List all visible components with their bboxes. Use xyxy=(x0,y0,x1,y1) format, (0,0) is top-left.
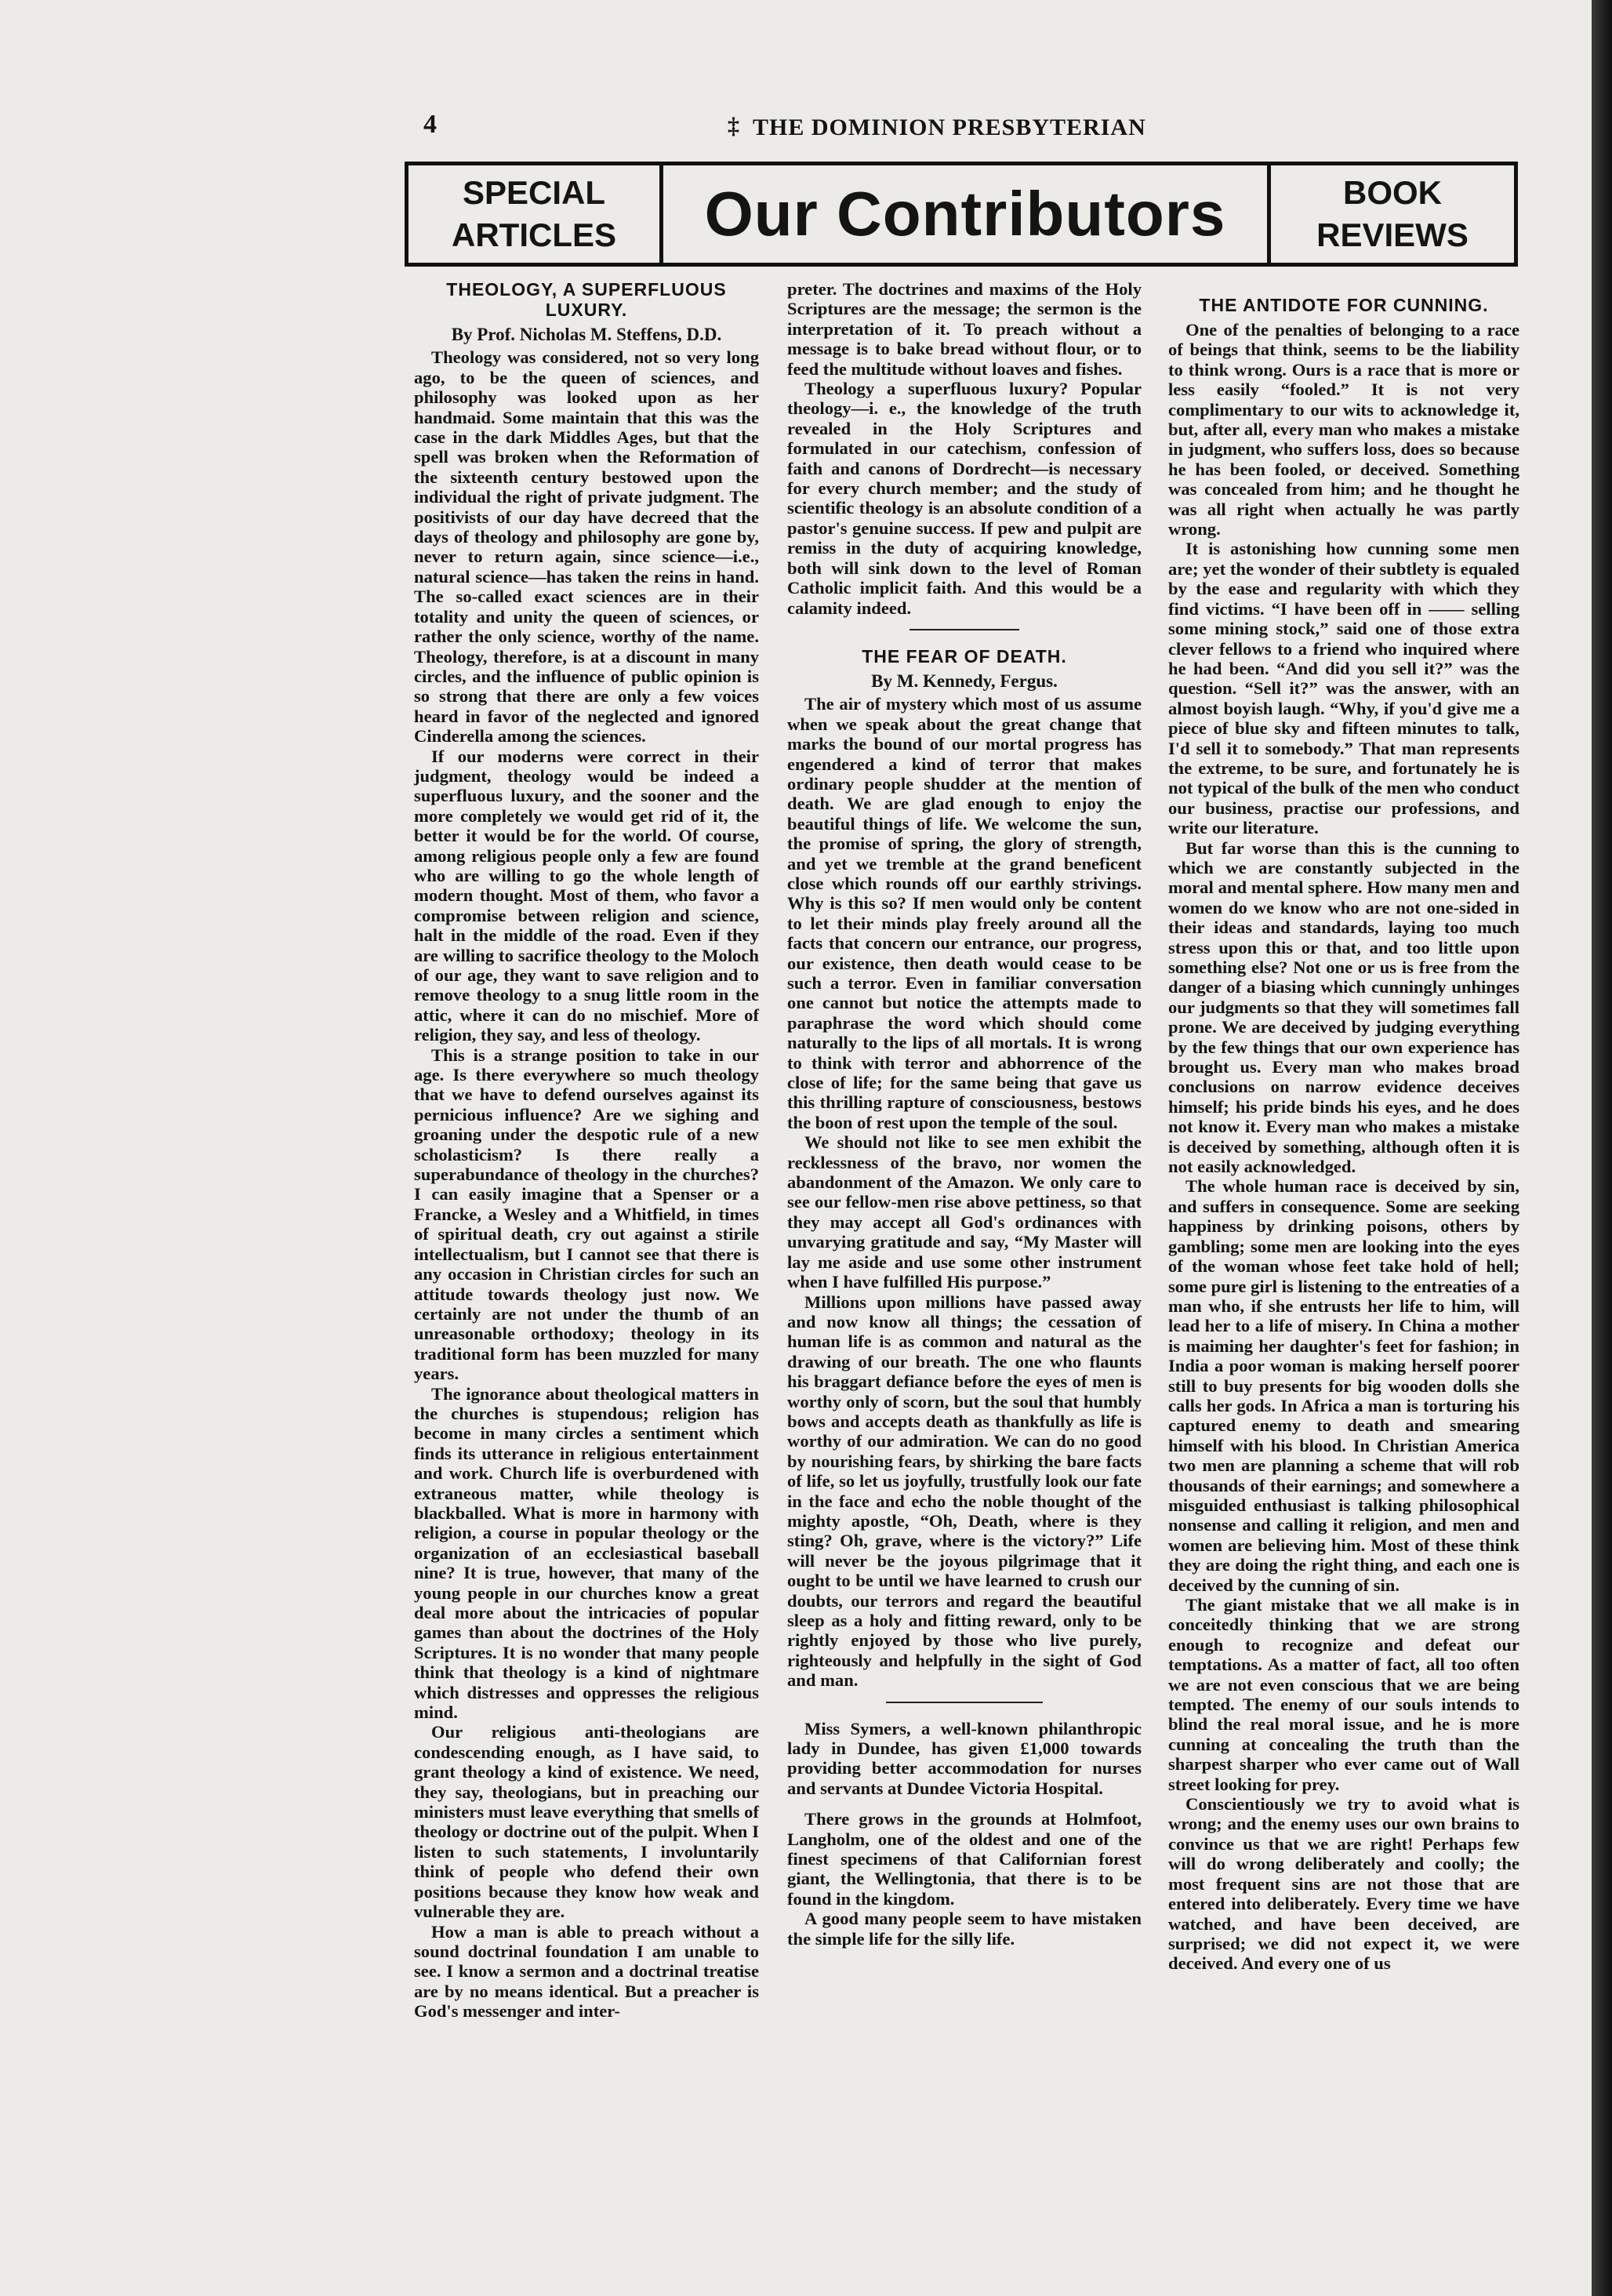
article2-paragraph: We should not like to see men exhibit the recklessness of the bravo, nor women the abandonment of the Amazon. We only care to see our fellow-men rise above pettiness, so that they may accept all God's ordinances with unvarying gratitude and say, “My Master will lay me aside and use some other instrument when I have fulfilled His purpose.” xyxy=(787,1132,1142,1292)
article1-paragraph: This is a strange position to take in our age. Is there everywhere so much theology that we have to defend ourselves against its pernicious influence? Are we sighing and groaning under the despotic rule of a new scholasticism? Is there really a superabundance of theology in the churches? I can easily imagine that a Spenser or a Francke, a Wesley and a Whitfield, in times of spiritual death, cry out against a stirile intellectualism, but I cannot see that there is any occasion in Christian circles for such an attitude towards theology just now. We certainly are not under the thumb of an unreasonable orthodoxy; theology in its traditional form has been muzzled for many years. xyxy=(414,1044,759,1384)
column-2 xyxy=(787,279,1142,1949)
article2-paragraph: Millions upon millions have passed away and now know all things; the cessation of human life is as common and natural as the drawing of our breath. The one who flaunts his braggart defiance before the eyes of men is worthy only of scorn, but the soul that humbly bows and accepts death as thankfully as life is worthy of our admiration. We can do no good by nourishing fears, by shirking the bare facts of life, so let us joyfully, trustfully look our fate in the face and echo the noble thought of the mighty apostle, “Oh, Death, where is they sting? Oh, grave, where is the victory?” Life will never be the joyous pilgrimage that it ought to be until we have learned to crush our doubts, our terrors and regard the beautiful sleep as a holy and fitting reward, only to be rightly enjoyed by those who live purely, righteously and helpfully in the sight of God and man. xyxy=(787,1292,1142,1691)
banner-special-articles xyxy=(408,165,663,263)
column-rule xyxy=(909,629,1019,630)
banner-left-line2: ARTICLES xyxy=(452,216,616,253)
article3-paragraph: The whole human race is deceived by sin, and suffers in consequence. Some are seeking happiness by drinking poisons, others by gambling; some men are looking into the eyes of the woman whose feet take hold of hell; some pure girl is listening to the entreaties of a man who, if she entrusts her life to him, will lead her to a life of misery. In China a mother is maiming her daughter's feet for fashion; in India a poor woman is making herself poorer still to buy presents for big wooden dolls she calls her gods. In Africa a man is torturing his captured enemy to death and smearing himself with his blood. In Christian America two men are planning a scheme that will rob thousands of their earnings; and somewhere a misguided enthusiast is talking philosophical nonsense and calling it religion, and men and women are believing him. Most of these think they are doing the right thing, and each one is deceived by the cunning of sin. xyxy=(1168,1176,1519,1595)
banner-title: Our Contributors xyxy=(704,179,1226,249)
note-paragraph: A good many people seem to have mistaken the simple life for the silly life. xyxy=(787,1909,1142,1949)
article3-paragraph: But far worse than this is the cunning to which we are constantly subjected in the moral and mental sphere. How many men and women do we know who are not one-sided in their ideas and standards, laying too much stress upon this or that, and too little upon something else? Not one or us is free from the danger of a biasing which cunningly unhinges our judgments so that they will sometimes fall prone. We are deceived by judging everything by the few things that our own experience has brought us. Every man who makes broad conclusions on narrow evidence deceives himself; his pride binds his eyes, and he does not know it. Every man who makes a mistake is deceived by something, although often it is not easily acknowledged. xyxy=(1168,837,1519,1177)
article1-continued-paragraph: preter. The doctrines and maxims of the Holy Scriptures are the message; the sermon is the interpretation of it. To preach without a message is to bake bread without flour, or to feed the multitude without loaves and fishes. xyxy=(787,279,1142,379)
scan-edge xyxy=(1592,0,1612,2296)
banner-right-line2: REVIEWS xyxy=(1316,216,1469,253)
article2-paragraph: The air of mystery which most of us assume when we speak about the great change that marks the bound of our mortal progress has engendered a kind of terror that makes ordinary people shudder at the mention of death. We are glad enough to enjoy the beautiful things of life. We welcome the sun, the promise of spring, the glory of strength, and yet we tremble at the grand beneficent close which rounds off our earthly strivings. Why is this so? If men would only be content to let their minds play freely around all the facts that concern our entrance, our progress, our existence, then death would cease to be such a terror. Even in familiar conversation one cannot but notice the attempts made to paraphrase the word which should come naturally to the lips of all mortals. It is wrong to think with terror and abhorrence of the close of life; for the same being that gave us this thrilling rapture of consciousness, bestows the boon of rest upon the temple of the soul. xyxy=(787,694,1142,1132)
article3-paragraph: It is astonishing how cunning some men are; yet the wonder of their subtlety is equaled by the ease and regularity with which they find victims. “I have been off in —— selling some mining stock,” said one of those extra clever fellows to a friend who inquired where he had been. “And did you sell it?” was the question. “Sell it?” was the answer, with an almost boyish laugh. “Why, if you'd give me a piece of blue sky and fifteen minutes to talk, I'd sell it to somebody.” That man represents the extreme, to be sure, and fortunately he is not typical of the bulk of the men who conduct our business, practise our professions, and write our literature. xyxy=(1168,539,1519,838)
banner-left-line1: SPECIAL xyxy=(462,174,606,211)
article1-continued-paragraph: Theology a superfluous luxury? Popular theology—i. e., the knowledge of the truth revealed in the Holy Scriptures and formulated in our catechism, confession of faith and canons of Dordrecht—is necessary for every church member; and the study of scientific theology is an absolute condition of a pastor's genuine success. If pew and pulpit are remiss in the duty of acquiring knowledge, both will sink down to the level of Roman Catholic implicit faith. And this would be a calamity indeed. xyxy=(787,379,1142,618)
column-1 xyxy=(414,279,759,2022)
article3-paragraph: The giant mistake that we all make is in conceitedly thinking that we are strong enough to recognize and defeat our temptations. As a matter of fact, all too often we are not even conscious that we are being tempted. The enemy of our souls intends to blind the real moral issue, and he is more cunning at concealing the truth than the sharpest sharper who ever came out of Wall street looking for prey. xyxy=(1168,1595,1519,1794)
banner-book-reviews xyxy=(1267,165,1514,263)
article1-byline: By Prof. Nicholas M. Steffens, D.D. xyxy=(451,325,722,344)
article1-title-line1: THEOLOGY, A SUPERFLUOUS xyxy=(446,279,727,300)
column-3 xyxy=(1168,295,1519,1974)
note-paragraph: Miss Symers, a well-known philanthropic lady in Dundee, has given £1,000 towards providing better accommodation for nurses and servants at Dundee Victoria Hospital. xyxy=(787,1718,1142,1798)
banner-right-line1: BOOK xyxy=(1343,174,1442,211)
article3-paragraph: Conscientiously we try to avoid what is wrong; and the enemy uses our own brains to convince us that we are right! Perhaps few will do wrong deliberately and coolly; the most frequent sins are not those that are entered into deliberately. Every time we have watched, and have been deceived, are surprised; we did not expect it, we were deceived. And every one of us xyxy=(1168,1794,1519,1974)
article1-title-line2: LUXURY. xyxy=(545,300,628,320)
running-head-title: THE DOMINION PRESBYTERIAN xyxy=(753,114,1146,140)
note-paragraph: There grows in the grounds at Holmfoot, Langholm, one of the oldest and one of the finest specimens of that Californian forest giant, the Wellingtonia, that there is to be found in the kingdom. xyxy=(787,1809,1142,1909)
article1-paragraph: Theology was considered, not so very long ago, to be the queen of sciences, and philosophy was looked upon as her handmaid. Some maintain that this was the case in the dark Middles Ages, but that the spell was broken when the Reformation of the sixteenth century bestowed upon the individual the right of private judgment. The positivists of our day have decreed that the days of theology and philosophy are gone by, never to return again, since science—i.e., natural science—has taken the reins in hand. The so-called exact sciences are in their totality and unity the queen of sciences, or rather the only science, worthy of the name. Theology, therefore, is at a discount in many circles, and the influence of public opinion is so strong that there are only a few voices heard in favor of the neglected and ignored Cinderella among the sciences. xyxy=(414,347,759,747)
page-number: 4 xyxy=(423,110,437,139)
article1-paragraph: Our religious anti-theologians are condescending enough, as I have said, to grant theology a kind of existence. We need, they say, theologians, but in preaching our ministers must leave everything that smells of theology or doctrine out of the pulpit. When I listen to such statements, I involuntarily think of people who defend their own positions because they know how weak and vulnerable they are. xyxy=(414,1722,759,1922)
article1-paragraph: How a man is able to preach without a sound doctrinal foundation I am unable to see. I know a sermon and a doctrinal treatise are by no means identical. But a preacher is God's messenger and inter- xyxy=(414,1921,759,2022)
article2-byline: By M. Kennedy, Fergus. xyxy=(871,670,1058,691)
article3-paragraph: One of the penalties of belonging to a race of beings that think, seems to be the liability to think wrong. Ours is a race that is more or less easily “fooled.” It is not very complimentary to our wits to acknowledge it, but, after all, every man who makes a mistake in judgment, who suffers loss, does so because he has been fooled, or deceived. Something was concealed from him; and he thought he was all right when actually he was partly wrong. xyxy=(1168,320,1519,539)
article1-paragraph: If our moderns were correct in their judgment, theology would be indeed a superfluous luxury, and the sooner and the more completely we would get rid of it, the better it would be for the world. Of course, among religious people only a few are found who are willing to go the whole length of modern thought. Most of them, who favor a compromise between religion and science, halt in the middle of the road. Even if they are willing to sacrifice theology to the Moloch of our age, they want to save religion and to remove theology to a snug little room in the attic, where it can do no mischief. More of religion, they say, and less of theology. xyxy=(414,746,759,1045)
article1-paragraph: The ignorance about theological matters in the churches is stupendous; religion has become in many circles a sentiment which finds its utterance in religious entertainment and work. Church life is overburdened with extraneous matter, while theology is blackballed. What is more in harmony with religion, a course in popular theology or the organization of an ecclesiastical baseball nine? It is true, however, that many of the young people in our churches know a great deal more about the intricacies of popular games than about the doctrines of the Holy Scriptures. It is no wonder that many people think that theology is a kind of nightmare which distresses and oppresses the religious mind. xyxy=(414,1383,759,1723)
article1-title xyxy=(414,279,759,320)
column-rule xyxy=(886,1702,1043,1703)
header-ornament: ‡ xyxy=(728,113,739,139)
article3-title: THE ANTIDOTE FOR CUNNING. xyxy=(1199,295,1489,315)
article2-title: THE FEAR OF DEATH. xyxy=(862,645,1067,667)
section-banner xyxy=(405,162,1518,267)
